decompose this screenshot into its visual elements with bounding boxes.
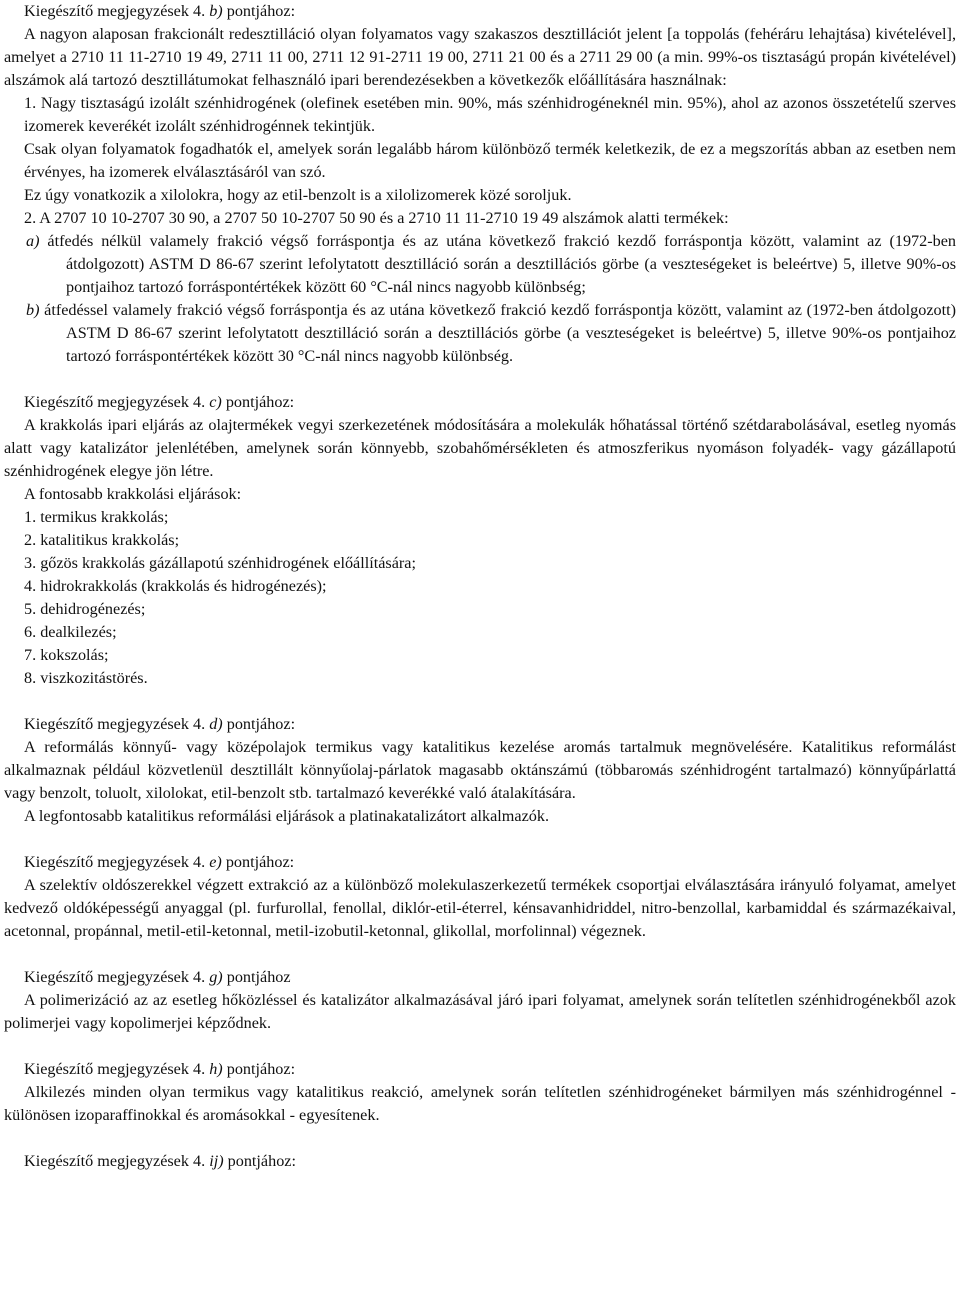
item-text: átfedés nélkül valamely frakció végső forráspontja és az utána következő frakció kezdő forráspontja között, valamint az (1972-ben átdolgozott) ASTM D 86-67 szerint lefolytatott desztilláció során a desztillációs görbe (a veszteségeket is beleértve) 5, illetve 90%-os pontjaihoz tartozó forráspontértékek között 60 °C-nál nincs nagyobb különbség; (39, 232, 956, 296)
section-b-item-1-note-1: Csak olyan folyamatok fogadhatók el, amelyek során legalább három különböző termék keletkezik, de ez a megszorítás abban az esetben nem érvényes, ha izomerek elválasztásáról van szó. (24, 140, 956, 181)
heading-marker: e) (209, 853, 222, 871)
section-b-item-2b (4, 299, 956, 368)
list-item: 8. viszkozitástörés. (24, 669, 148, 687)
heading-prefix: Kiegészítő megjegyzések 4. (24, 968, 210, 986)
heading-suffix: pontjához: (223, 1152, 296, 1170)
list-item: 2. katalitikus krakkolás; (24, 531, 180, 549)
list-item: 3. gőzös krakkolás gázállapotú szénhidrogének előállítására; (24, 554, 416, 572)
section-g-paragraph: A polimerizáció az az esetleg hőközléssel és katalizátor alkalmazásával járó ipari folyamat, amelynek során telítetlen szénhidrogénekből azok polimerjei vagy kopolimerjei képződnek. (4, 991, 956, 1032)
heading-prefix: Kiegészítő megjegyzések 4. (24, 853, 210, 871)
item-marker: a) (26, 232, 40, 250)
section-g-heading (4, 966, 956, 989)
heading-marker: d) (209, 715, 223, 733)
item-text: átfedéssel valamely frakció végső forráspontja és az utána következő frakció kezdő forráspontja között, valamint az (1972-ben átdolgozott) ASTM D 86-67 szerint lefolytatott desztilláció során a desztillációs görbe (a veszteségeket is beleértve) 5, illetve 90%-os pontjaihoz tartozó forráspontértékek között 30 °C-nál nincs nagyobb különbség. (39, 301, 956, 365)
spacer (4, 368, 956, 391)
heading-marker: h) (209, 1060, 223, 1078)
heading-suffix: pontjához: (221, 853, 295, 871)
heading-suffix: pontjához: (222, 2, 296, 20)
spacer (4, 1035, 956, 1058)
heading-prefix: Kiegészítő megjegyzések 4. (24, 715, 210, 733)
heading-suffix: pontjához (222, 968, 291, 986)
section-h-paragraph: Alkilezés minden olyan termikus vagy katalitikus reakció, amelynek során telítetlen szénhidrogéneket bármilyen más szénhidrogénnel - különösen izoparaffinokkal és aromásokkal - egyesítenek. (4, 1083, 956, 1124)
heading-prefix: Kiegészítő megjegyzések 4. (24, 1060, 210, 1078)
section-b-item-1: 1. Nagy tisztaságú izolált szénhidrogének (olefinek esetében min. 90%, más szénhidrogéneknél min. 95%), ahol az azonos összetételű szerves izomerek keverékét izolált szénhidrogénnek tekintjük. (24, 94, 956, 135)
section-h-heading (4, 1058, 956, 1081)
section-c-list (4, 506, 956, 690)
heading-prefix: Kiegészítő megjegyzések 4. (24, 393, 210, 411)
section-e-paragraph: A szelektív oldószerekkel végzett extrakció az a különböző molekulaszerkezetű termékek csoportjai elválasztására irányuló folyamat, amelyet kedvező oldóképességű anyaggal (pl. furfurollal, fenollal, diklór-etil-éterrel, kénsavanhidriddel, nitro-benzollal, karbamiddal és származékaival, acetonnal, propánnal, metil-etil-ketonnal, metil-izobutil-ketonnal, glikollal, morfolinnal) végeznek. (4, 876, 956, 940)
section-c-heading (4, 391, 956, 414)
section-b-heading (4, 0, 956, 23)
heading-prefix: Kiegészítő megjegyzések 4. (24, 1152, 210, 1170)
spacer (4, 1127, 956, 1150)
section-ij-heading (4, 1150, 956, 1173)
list-item: 7. kokszolás; (24, 646, 109, 664)
heading-prefix: Kiegészítő megjegyzések 4. (24, 2, 210, 20)
list-item: 6. dealkilezés; (24, 623, 117, 641)
heading-marker: b) (209, 2, 223, 20)
spacer (4, 690, 956, 713)
spacer (4, 828, 956, 851)
heading-marker: c) (209, 393, 222, 411)
section-b-item-2a (4, 230, 956, 299)
section-c-paragraph: A krakkolás ipari eljárás az olajtermékek vegyi szerkezetének módosítására a molekulák hőhatással történő szétdarabolásával, esetleg nyomás alatt vagy katalizátor jelenlétében, amelynek során könnyebb, szobahőmérsékleten és atmoszferikus nyomáson folyadék- vagy gázállapotú szénhidrogének elegye jön létre. (4, 416, 956, 480)
section-e-heading (4, 851, 956, 874)
heading-marker: g) (209, 968, 223, 986)
spacer (4, 943, 956, 966)
section-c-list-title: A fontosabb krakkolási eljárások: (24, 485, 242, 503)
heading-suffix: pontjához: (221, 393, 295, 411)
list-item: 5. dehidrogénezés; (24, 600, 146, 618)
section-b-item-2: 2. A 2707 10 10-2707 30 90, a 2707 50 10-2707 50 90 és a 2710 11 11-2710 19 49 alszámok alatti termékek: (24, 209, 729, 227)
list-item: 4. hidrokrakkolás (krakkolás és hidrogénezés); (24, 577, 327, 595)
section-d-heading (4, 713, 956, 736)
section-b-item-1-note-2: Ez úgy vonatkozik a xilolokra, hogy az etil-benzolt is a xilolizomerek közé soroljuk. (24, 186, 572, 204)
section-d-paragraph-2: A legfontosabb katalitikus reformálási eljárások a platinakatalizátort alkalmazók. (24, 807, 550, 825)
section-d-paragraph: A reformálás könnyű- vagy középolajok termikus vagy katalitikus kezelése aromás tartalmuk megnövelésére. Katalitikus reformálást alkalmaznak például közvetlenül desztillált könnyűolaj-párlatok magasabb oktánszámú (többarомás szénhidrogént tartalmazó) könnyűpárlattá vagy benzolt, toluolt, xilolokat, etil-benzolt stb. tartalmazó keverékké való átalakítására. (4, 738, 956, 802)
item-marker: b) (26, 301, 40, 319)
list-item: 1. termikus krakkolás; (24, 508, 169, 526)
heading-suffix: pontjához: (222, 715, 296, 733)
section-b-intro: A nagyon alaposan frakcionált redesztilláció olyan folyamatos vagy szakaszos desztillációt jelent [a toppolás (fehéráru lehajtása) kivételével], amelyet a 2710 11 11-2710 19 49, 2711 11 00, 2711 12 91-2711 19 00, 2711 21 00 és a 2711 29 00 (a min. 99%-os tisztaságú propán kivételével) alszámok alá tartozó desztillátumokat felhasználó ipari berendezésekben a következők előállítására használnak: (4, 25, 956, 89)
heading-suffix: pontjához: (222, 1060, 296, 1078)
heading-marker: ij) (209, 1152, 224, 1170)
